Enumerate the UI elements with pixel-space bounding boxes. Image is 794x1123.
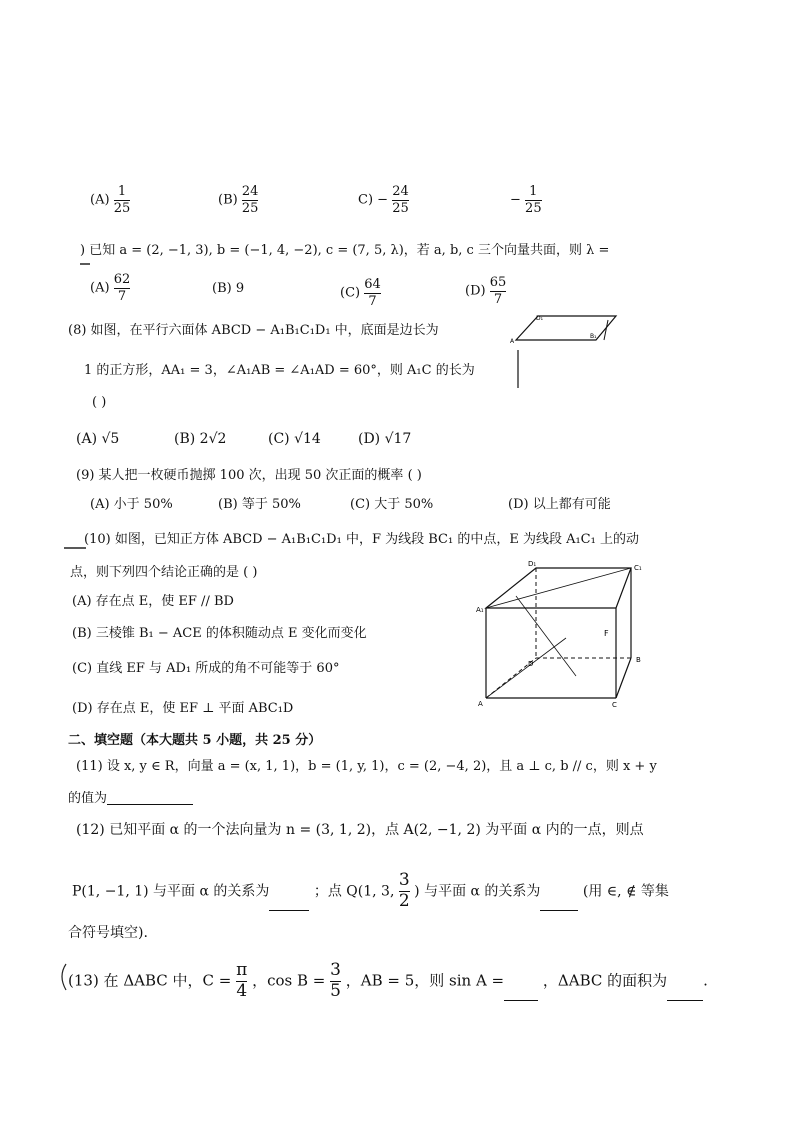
label-d1: D₁	[536, 315, 544, 322]
q11-line-1: (11) 设 x, y ∈ R，向量 a = (x, 1, 1)，b = (1, y, 1)，c = (2, −4, 2)，且 a ⊥ c, b // c，则 x + y	[76, 759, 657, 774]
q13-text-1: (13) 在 ΔABC 中，C =	[68, 971, 232, 990]
q10-option-a: (A) 存在点 E，使 EF // BD	[72, 594, 234, 609]
q13-text-3: ，AB = 5，则 sin A =	[345, 971, 505, 990]
q12-line-2	[72, 872, 669, 911]
q9-option-c: (C) 大于 50%	[350, 497, 434, 512]
q9-stem: (9) 某人把一枚硬币抛掷 100 次，出现 50 次正面的概率 ( )	[76, 468, 422, 483]
minus-sign: −	[510, 192, 521, 208]
option-label: (A)	[90, 192, 110, 208]
q7-option-b: (B) 9	[212, 281, 245, 296]
numerator: 1	[529, 184, 538, 199]
denominator: 25	[113, 200, 131, 216]
q12-instruction: (用 ∈, ∉ 等集	[582, 883, 669, 900]
numerator: 24	[392, 184, 409, 199]
base-parallelogram	[516, 316, 616, 340]
q12-q-point: ；点 Q(1, 3,	[313, 883, 395, 900]
denominator: 5	[330, 980, 341, 1001]
option-label: (A)	[90, 280, 110, 296]
q10-line-2: 点，则下列四个结论正确的是 ( )	[70, 565, 258, 580]
label-f: F	[604, 629, 609, 638]
q13-cos-fraction	[330, 962, 341, 1001]
q12-blank-q[interactable]	[540, 909, 578, 911]
parallelepiped-figure	[508, 310, 628, 390]
q7-option-c	[340, 278, 381, 308]
q13-c-fraction	[236, 962, 247, 1001]
q12-q-fraction	[399, 872, 410, 911]
label-a: A	[478, 700, 483, 708]
denominator: 7	[117, 288, 127, 304]
numerator: 1	[117, 184, 127, 199]
label-a: A	[510, 338, 515, 345]
q11-line-2	[68, 792, 193, 805]
denominator: 4	[236, 980, 248, 1001]
denominator: 7	[368, 293, 377, 309]
q8-option-d: (D) √17	[358, 431, 412, 447]
section-2-heading: 二、填空题（本大题共 5 小题，共 25 分）	[68, 733, 322, 748]
denominator: 25	[241, 200, 259, 216]
label-a1: A₁	[476, 606, 484, 614]
q10-option-b: (B) 三棱锥 B₁ − ACE 的体积随动点 E 变化而变化	[72, 626, 367, 641]
q13-text-4: ，ΔABC 的面积为	[542, 971, 668, 990]
margin-bracket-mark	[56, 962, 96, 992]
label-b: B	[636, 656, 641, 664]
q9-option-d: (D) 以上都有可能	[508, 497, 611, 512]
q8-answer-paren: ( )	[92, 395, 107, 410]
q12-line-1: (12) 已知平面 α 的一个法向量为 n = (3, 1, 2)，点 A(2, −1, 2) 为平面 α 内的一点，则点	[76, 822, 644, 838]
q12-q-relation: ) 与平面 α 的关系为	[414, 883, 541, 900]
numerator: 65	[489, 275, 507, 290]
q7-c-fraction	[364, 278, 381, 308]
denominator: 25	[525, 200, 542, 216]
q9-option-b: (B) 等于 50%	[218, 497, 301, 512]
option-label: (D)	[465, 283, 486, 299]
q8-option-a: (A) √5	[76, 431, 120, 447]
denominator: 25	[392, 200, 409, 216]
q10-option-d: (D) 存在点 E，使 EF ⊥ 平面 ABC₁D	[72, 701, 294, 716]
q6-option-c	[358, 185, 409, 215]
q10-line-1: (10) 如图，已知正方体 ABCD − A₁B₁C₁D₁ 中，F 为线段 BC₁ 的中点，E 为线段 A₁C₁ 上的动	[84, 532, 639, 547]
q10-option-c: (C) 直线 EF 与 AD₁ 所成的角不可能等于 60°	[72, 661, 340, 676]
q13-blank-area[interactable]	[667, 999, 703, 1001]
edge-cd	[616, 658, 631, 698]
q12-p-relation: P(1, −1, 1) 与平面 α 的关系为	[72, 883, 270, 900]
numerator: π	[236, 960, 248, 980]
q6-d-fraction	[525, 185, 542, 215]
q9-option-a: (A) 小于 50%	[90, 497, 173, 512]
q6-b-fraction	[242, 185, 259, 215]
q7-option-d	[465, 276, 506, 306]
q11-prompt: 的值为	[68, 791, 108, 806]
label-d: D	[528, 660, 534, 668]
denominator: 2	[398, 890, 410, 911]
option-label: (C)	[340, 285, 361, 301]
label-c1: C₁	[634, 564, 642, 572]
q13-period: .	[703, 971, 708, 990]
minus-sign: −	[377, 192, 389, 208]
q13-blank-sina[interactable]	[504, 999, 538, 1001]
numerator: 3	[398, 870, 410, 890]
numerator: 3	[330, 960, 341, 980]
q8-line-2: 1 的正方形，AA₁ = 3，∠A₁AB = ∠A₁AD = 60°，则 A₁C 的长为	[84, 363, 475, 378]
label-c: C	[612, 701, 617, 708]
q8-option-c: (C) √14	[268, 431, 321, 447]
denominator: 7	[493, 291, 503, 307]
margin-underline-mark	[64, 540, 104, 556]
numerator: 24	[241, 184, 259, 199]
cube-figure	[476, 558, 656, 708]
q11-answer-blank[interactable]	[107, 803, 193, 805]
numerator: 62	[113, 272, 131, 287]
label-b1: B₁	[590, 333, 597, 340]
q7-d-fraction	[490, 276, 507, 306]
q7-stem: ) 已知 a = (2, −1, 3), b = (−1, 4, −2), c = (7, 5, λ)，若 a, b, c 三个向量共面，则 λ =	[80, 243, 610, 258]
q13-text-2: ，cos B =	[252, 971, 326, 990]
q6-option-a	[90, 185, 130, 215]
q12-blank-p[interactable]	[269, 909, 309, 911]
q6-c-fraction	[392, 185, 409, 215]
option-label: C)	[358, 192, 374, 208]
q8-option-b: (B) 2√2	[174, 431, 227, 447]
numerator: 64	[364, 277, 381, 292]
q12-line-3: 合符号填空).	[68, 925, 148, 941]
q7-option-a	[90, 273, 130, 303]
q6-option-d	[510, 185, 542, 215]
q7-a-fraction	[114, 273, 131, 303]
q6-a-fraction	[114, 185, 131, 215]
q13-line	[68, 962, 708, 1001]
margin-dash-mark	[78, 254, 108, 274]
segment-ad1	[486, 638, 566, 698]
diagonal-a1c1	[486, 568, 631, 608]
q6-option-b	[218, 185, 258, 215]
q8-line-1: (8) 如图，在平行六面体 ABCD − A₁B₁C₁D₁ 中，底面是边长为	[68, 323, 439, 338]
option-label: (B)	[218, 192, 238, 208]
label-d1: D₁	[528, 560, 537, 568]
